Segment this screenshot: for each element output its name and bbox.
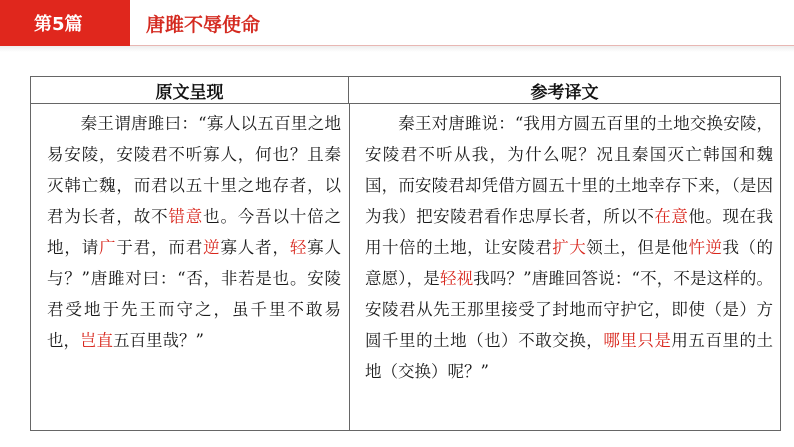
column-divider [349, 104, 350, 430]
translation-text: 我（的意愿），是 [365, 238, 774, 288]
translation-text: 领土，但是他 [586, 238, 689, 257]
original-text: 也。今吾以十倍之地，请 [47, 207, 341, 257]
column-header-translation: 参考译文 [349, 77, 780, 104]
page-title: 唐雎不辱使命 [146, 13, 261, 36]
translation-text: 他。现在我用十倍的土地，让安陵君 [365, 207, 774, 257]
translation-highlight: 哪里只是 [603, 331, 672, 350]
original-text: 秦王谓唐雎曰：“寡人以五百里之地易安陵，安陵君不听寡人，何也？且秦灭韩亡魏，而君以五十里之地存者，以君为长者，故不 [47, 114, 341, 226]
translation-highlight: 在意 [654, 207, 689, 226]
original-highlight: 错意 [168, 207, 204, 226]
translation-highlight: 扩大 [552, 238, 587, 257]
header-shadow [0, 46, 794, 52]
original-highlight: 轻 [289, 238, 308, 257]
original-highlight: 逆 [203, 238, 221, 257]
original-text: 寡人与？”唐雎对曰：“否，非若是也。安陵君受地于先王而守之，虽千里不敢易也， [47, 238, 341, 350]
column-header-original: 原文呈现 [31, 77, 349, 104]
original-text: 寡人者， [220, 238, 290, 257]
translation-text: 用五百里的土地（交换）呢？” [365, 331, 774, 381]
original-text-cell [47, 108, 341, 356]
translation-highlight: 忤逆 [688, 238, 723, 257]
translation-highlight: 轻视 [439, 269, 474, 288]
original-text: 五百里哉？” [113, 331, 204, 350]
original-text: 于君，而君 [116, 238, 204, 257]
chapter-badge: 第5篇 [0, 0, 130, 46]
original-highlight: 岂直 [80, 331, 113, 350]
translation-text-cell [365, 108, 773, 387]
translation-text: 秦王对唐雎说：“我用方圆五百里的土地交换安陵，安陵君不听从我，为什么呢？况且秦国灭亡韩国和魏国，而安陵君却凭借方圆五十里的土地幸存下来，（是因为我）把安陵君看作忠厚长者，所以不 [365, 114, 773, 226]
comparison-table [30, 76, 781, 431]
original-highlight: 广 [99, 238, 117, 257]
translation-text: 我吗？”唐雎回答说：“不，不是这样的。安陵君从先王那里接受了封地而守护它，即使（是）方圆千里的土地（也）不敢交换， [365, 269, 774, 350]
